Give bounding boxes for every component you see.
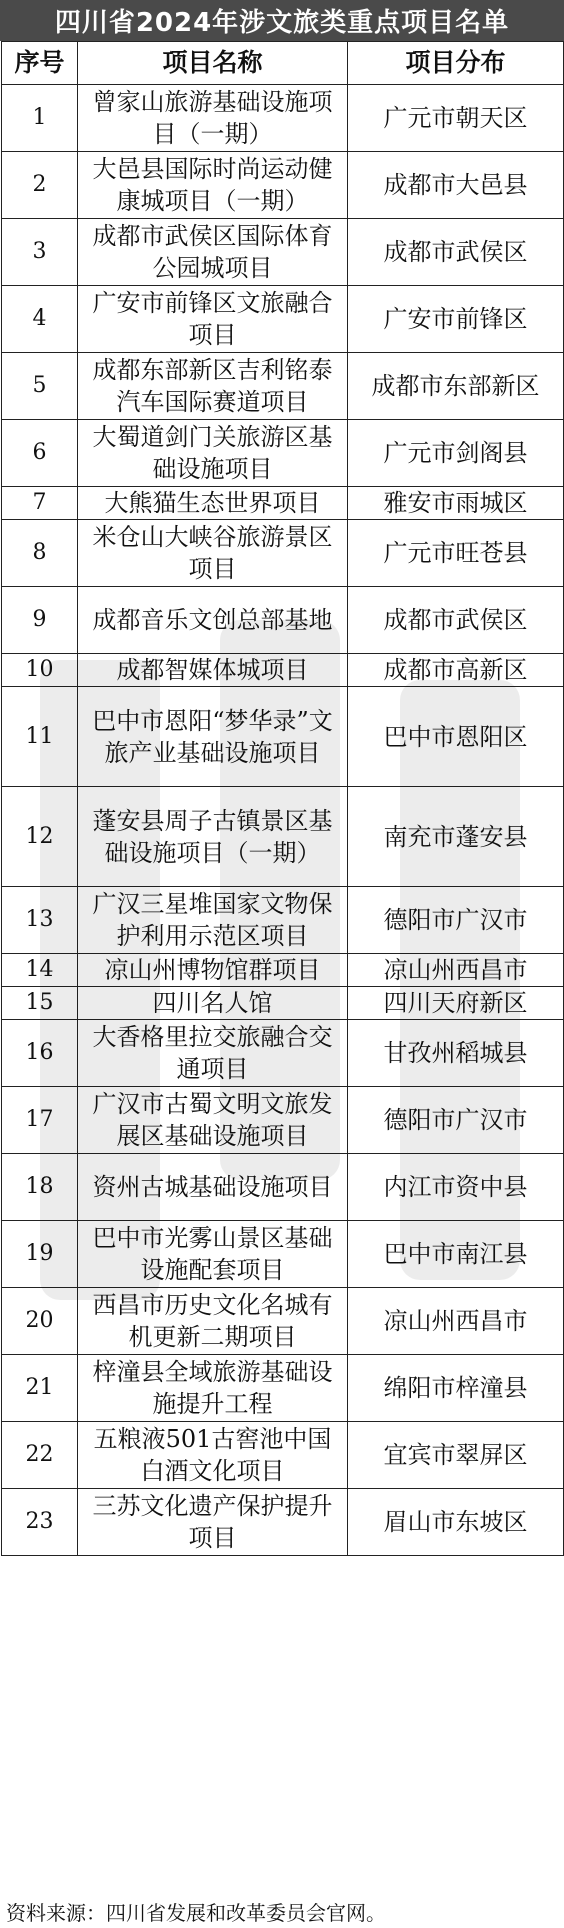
row-index: 9 <box>2 587 78 654</box>
table-row <box>2 987 564 1020</box>
row-location: 凉山州西昌市 <box>348 954 564 987</box>
table-row <box>2 687 564 787</box>
row-project-name: 大香格里拉交旅融合交通项目 <box>78 1020 348 1087</box>
header-project-name: 项目名称 <box>78 42 348 85</box>
row-location: 内江市资中县 <box>348 1154 564 1221</box>
row-location: 巴中市南江县 <box>348 1221 564 1288</box>
row-location: 雅安市雨城区 <box>348 487 564 520</box>
row-index: 4 <box>2 286 78 353</box>
source-note: 资料来源：四川省发展和改革委员会官网。 <box>6 1901 386 1925</box>
row-location: 四川天府新区 <box>348 987 564 1020</box>
row-index: 13 <box>2 887 78 954</box>
row-location: 广元市旺苍县 <box>348 520 564 587</box>
row-location: 广元市朝天区 <box>348 85 564 152</box>
table-header-row <box>2 42 564 85</box>
row-project-name: 大邑县国际时尚运动健康城项目（一期） <box>78 152 348 219</box>
table-title: 四川省2024年涉文旅类重点项目名单 <box>0 0 564 41</box>
header-index: 序号 <box>2 42 78 85</box>
row-index: 18 <box>2 1154 78 1221</box>
row-location: 成都市东部新区 <box>348 353 564 420</box>
row-index: 1 <box>2 85 78 152</box>
row-project-name: 凉山州博物馆群项目 <box>78 954 348 987</box>
table-row <box>2 1422 564 1489</box>
row-project-name: 巴中市恩阳“梦华录”文旅产业基础设施项目 <box>78 687 348 787</box>
row-project-name: 成都智媒体城项目 <box>78 654 348 687</box>
row-location: 成都市武侯区 <box>348 219 564 286</box>
row-project-name: 曾家山旅游基础设施项目（一期） <box>78 85 348 152</box>
row-location: 甘孜州稻城县 <box>348 1020 564 1087</box>
header-location: 项目分布 <box>348 42 564 85</box>
row-location: 成都市大邑县 <box>348 152 564 219</box>
row-index: 16 <box>2 1020 78 1087</box>
table-row <box>2 85 564 152</box>
table-row <box>2 1489 564 1556</box>
table-row <box>2 1355 564 1422</box>
row-project-name: 三苏文化遗产保护提升项目 <box>78 1489 348 1556</box>
table-row <box>2 420 564 487</box>
row-location: 凉山州西昌市 <box>348 1288 564 1355</box>
row-location: 成都市高新区 <box>348 654 564 687</box>
row-project-name: 广汉三星堆国家文物保护利用示范区项目 <box>78 887 348 954</box>
table-row <box>2 1221 564 1288</box>
table-row <box>2 487 564 520</box>
row-project-name: 梓潼县全域旅游基础设施提升工程 <box>78 1355 348 1422</box>
table-row <box>2 587 564 654</box>
row-project-name: 广安市前锋区文旅融合项目 <box>78 286 348 353</box>
table-row <box>2 1288 564 1355</box>
row-project-name: 四川名人馆 <box>78 987 348 1020</box>
row-location: 德阳市广汉市 <box>348 1087 564 1154</box>
table-row <box>2 787 564 887</box>
table-row <box>2 520 564 587</box>
row-project-name: 成都音乐文创总部基地 <box>78 587 348 654</box>
row-index: 7 <box>2 487 78 520</box>
row-project-name: 成都市武侯区国际体育公园城项目 <box>78 219 348 286</box>
table-row <box>2 654 564 687</box>
row-project-name: 资州古城基础设施项目 <box>78 1154 348 1221</box>
row-location: 南充市蓬安县 <box>348 787 564 887</box>
row-index: 23 <box>2 1489 78 1556</box>
project-table <box>1 41 564 1556</box>
row-index: 5 <box>2 353 78 420</box>
table-row <box>2 954 564 987</box>
row-index: 21 <box>2 1355 78 1422</box>
row-index: 22 <box>2 1422 78 1489</box>
row-index: 3 <box>2 219 78 286</box>
row-index: 6 <box>2 420 78 487</box>
row-location: 成都市武侯区 <box>348 587 564 654</box>
row-project-name: 米仓山大峡谷旅游景区项目 <box>78 520 348 587</box>
row-index: 10 <box>2 654 78 687</box>
row-index: 20 <box>2 1288 78 1355</box>
row-index: 8 <box>2 520 78 587</box>
table-row <box>2 1154 564 1221</box>
row-location: 广元市剑阁县 <box>348 420 564 487</box>
table-row <box>2 286 564 353</box>
row-index: 11 <box>2 687 78 787</box>
row-index: 19 <box>2 1221 78 1288</box>
row-project-name: 西昌市历史文化名城有机更新二期项目 <box>78 1288 348 1355</box>
row-project-name: 大蜀道剑门关旅游区基础设施项目 <box>78 420 348 487</box>
row-location: 巴中市恩阳区 <box>348 687 564 787</box>
row-location: 德阳市广汉市 <box>348 887 564 954</box>
row-project-name: 大熊猫生态世界项目 <box>78 487 348 520</box>
table-row <box>2 152 564 219</box>
row-index: 15 <box>2 987 78 1020</box>
row-index: 2 <box>2 152 78 219</box>
table-row <box>2 1020 564 1087</box>
row-location: 眉山市东坡区 <box>348 1489 564 1556</box>
row-project-name: 蓬安县周子古镇景区基础设施项目（一期） <box>78 787 348 887</box>
row-project-name: 广汉市古蜀文明文旅发展区基础设施项目 <box>78 1087 348 1154</box>
table-row <box>2 219 564 286</box>
row-project-name: 巴中市光雾山景区基础设施配套项目 <box>78 1221 348 1288</box>
row-index: 17 <box>2 1087 78 1154</box>
table-row <box>2 887 564 954</box>
row-location: 广安市前锋区 <box>348 286 564 353</box>
row-project-name: 成都东部新区吉利铭泰汽车国际赛道项目 <box>78 353 348 420</box>
row-location: 宜宾市翠屏区 <box>348 1422 564 1489</box>
table-row <box>2 353 564 420</box>
row-location: 绵阳市梓潼县 <box>348 1355 564 1422</box>
table-row <box>2 1087 564 1154</box>
row-index: 12 <box>2 787 78 887</box>
row-index: 14 <box>2 954 78 987</box>
table-body <box>2 85 564 1556</box>
row-project-name: 五粮液501古窖池中国白酒文化项目 <box>78 1422 348 1489</box>
